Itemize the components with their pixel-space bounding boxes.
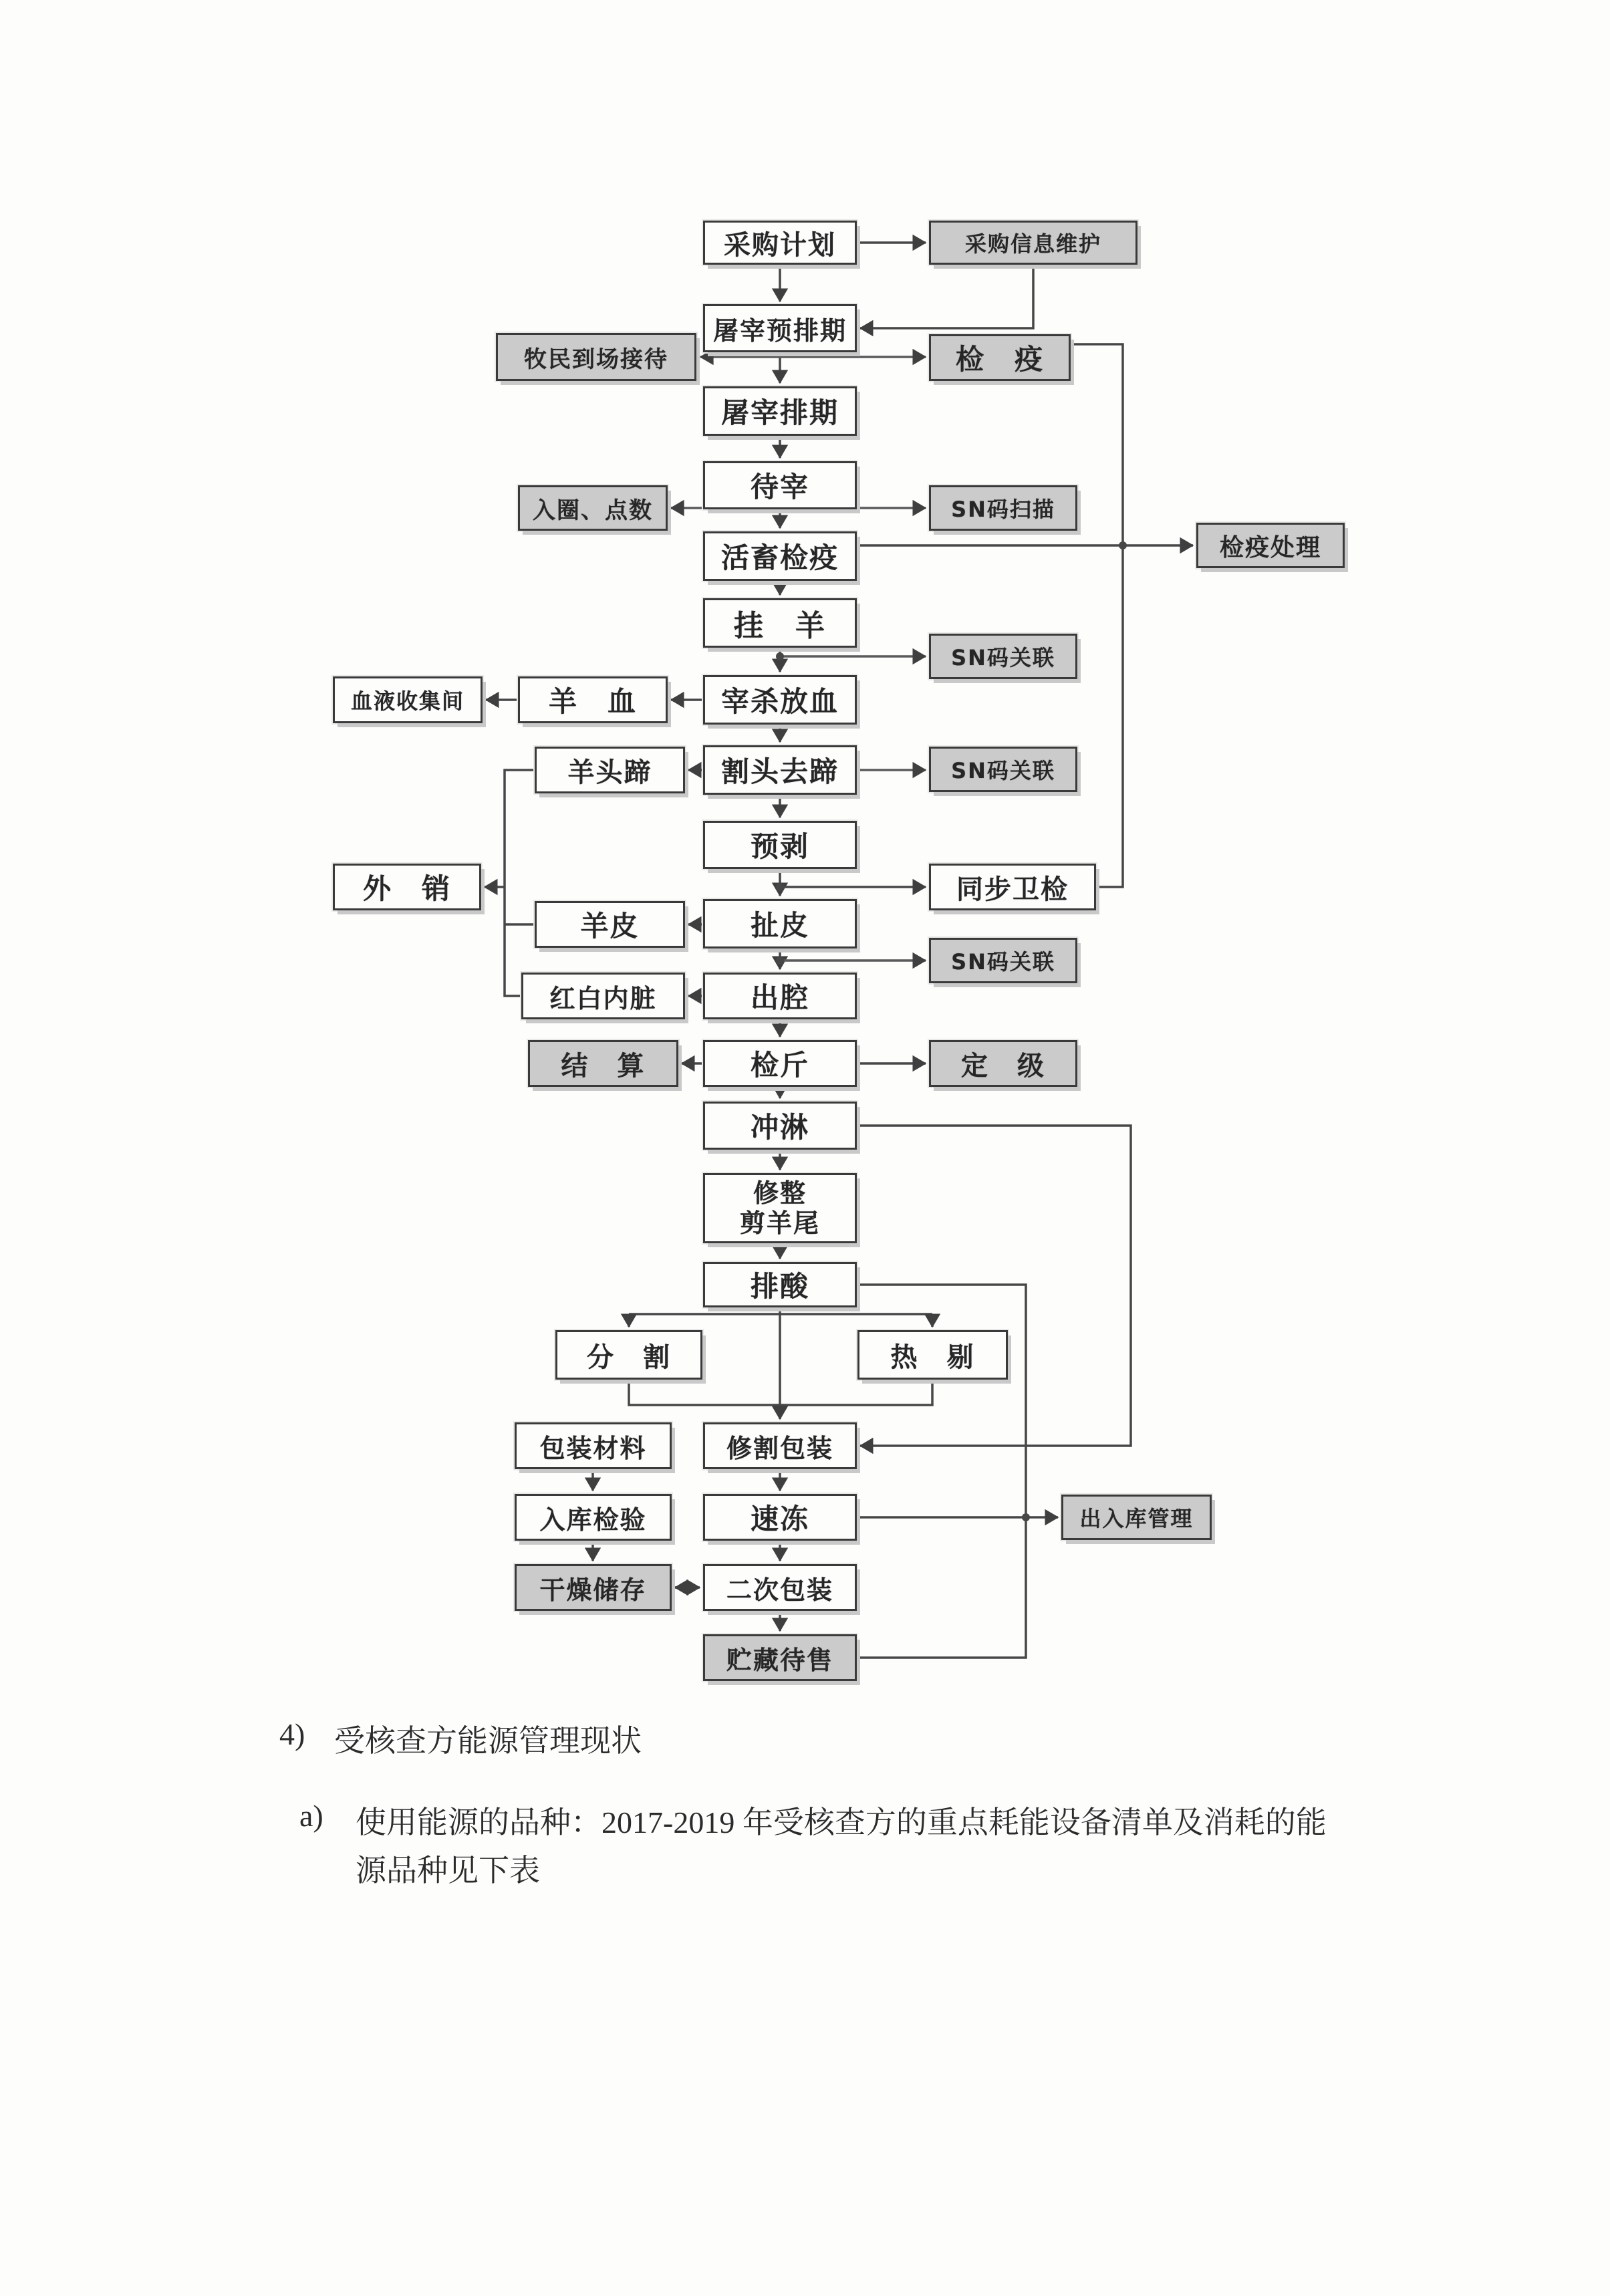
flow-node-jianyi bbox=[929, 334, 1071, 381]
node-label: 检斤 bbox=[750, 1049, 809, 1081]
node-label: 冲淋 bbox=[750, 1111, 809, 1144]
node-label: 血液收集间 bbox=[350, 688, 464, 714]
flow-node-tuzai-yupaiqi bbox=[703, 304, 857, 352]
item-a-line2: 源品种见下表 bbox=[356, 1854, 540, 1888]
flow-node-tongbu-weijian bbox=[929, 864, 1096, 910]
node-label: 干燥储存 bbox=[539, 1575, 647, 1605]
flow-node-paisuan bbox=[703, 1262, 857, 1307]
flow-node-caigou-jihua bbox=[703, 221, 857, 265]
section-4-title: 受核查方能源管理现状 bbox=[334, 1724, 642, 1758]
node-label: 羊皮 bbox=[580, 910, 640, 942]
flow-node-ruku-jianyan bbox=[515, 1494, 672, 1541]
flow-node-baozhuang-cailiao bbox=[515, 1422, 672, 1469]
flow-node-xueye-shouji-jian bbox=[333, 676, 483, 723]
flow-node-sn-code-link-2 bbox=[929, 747, 1077, 792]
flow-node-huoxu-jianyi bbox=[703, 531, 857, 581]
node-label: 屠宰排期 bbox=[720, 396, 839, 429]
flow-node-yang-touti bbox=[535, 747, 685, 793]
flow-node-tuzai-paiqi bbox=[703, 386, 857, 436]
node-label: 定 级 bbox=[961, 1050, 1045, 1081]
flow-node-jianyi-chuli bbox=[1196, 523, 1345, 568]
flow-node-waixiao bbox=[333, 864, 481, 910]
node-label: 检疫处理 bbox=[1219, 533, 1321, 561]
flow-node-hongbai-neizang bbox=[521, 973, 685, 1019]
node-label: 屠宰预排期 bbox=[712, 315, 847, 346]
node-label: 活畜检疫 bbox=[720, 541, 839, 574]
node-label: 挂 羊 bbox=[734, 609, 826, 643]
node-label: 贮藏待售 bbox=[726, 1645, 833, 1675]
node-label: 宰杀放血 bbox=[720, 685, 839, 718]
flow-node-fenge bbox=[555, 1330, 702, 1380]
node-label: 速冻 bbox=[750, 1503, 809, 1535]
flow-node-caigou-xinxi-weihu bbox=[929, 221, 1137, 265]
node-label-line2: 剪羊尾 bbox=[739, 1208, 820, 1238]
flow-node-xiuge-baozhuang bbox=[703, 1422, 857, 1469]
flow-node-zaisha-fangxue bbox=[703, 675, 857, 725]
flow-node-yubo bbox=[703, 821, 857, 869]
flow-node-ganzao-chucun bbox=[515, 1564, 672, 1611]
flow-node-zhucang-daishou bbox=[703, 1634, 857, 1681]
flow-node-erci-baozhuang bbox=[703, 1564, 857, 1611]
flow-node-daizai bbox=[703, 461, 857, 509]
node-label: 预剥 bbox=[750, 830, 809, 863]
flow-node-yangpi bbox=[535, 901, 685, 948]
node-label: 检 疫 bbox=[955, 343, 1044, 376]
flow-node-getou-quti bbox=[703, 745, 857, 795]
node-label: 采购计划 bbox=[724, 229, 836, 261]
flow-node-yang-xue bbox=[518, 676, 668, 723]
node-label: 割头去蹄 bbox=[720, 755, 839, 788]
node-label: 结 算 bbox=[561, 1050, 646, 1081]
node-label: 排酸 bbox=[750, 1270, 809, 1303]
flow-node-ruquan-dianshu bbox=[518, 485, 668, 531]
node-label: 出入库管理 bbox=[1079, 1506, 1194, 1531]
node-label: 外 销 bbox=[362, 872, 451, 905]
item-a-line1: 使用能源的品种：2017-2019 年受核查方的重点耗能设备清单及消耗的能 bbox=[356, 1805, 1327, 1839]
node-label: SN码关联 bbox=[951, 645, 1055, 670]
node-label: 羊头蹄 bbox=[567, 757, 652, 788]
flow-node-sn-code-scan bbox=[929, 485, 1077, 531]
flow-node-chuqiang bbox=[703, 973, 857, 1019]
node-label: 待宰 bbox=[750, 471, 809, 503]
flow-node-chonglin bbox=[703, 1102, 857, 1150]
flow-node-xiuzheng-jianyangwei bbox=[703, 1173, 857, 1243]
node-label: 入库检验 bbox=[539, 1505, 647, 1535]
node-label: 采购信息维护 bbox=[964, 231, 1101, 257]
node-label: 热 剔 bbox=[890, 1342, 975, 1373]
node-label: 扯皮 bbox=[750, 909, 809, 942]
flow-node-gua-yang bbox=[703, 598, 857, 648]
flow-node-dingji bbox=[929, 1040, 1077, 1087]
node-label: 牧民到场接待 bbox=[524, 346, 668, 373]
node-label: 入圈、点数 bbox=[533, 497, 653, 524]
flow-node-jiesuan bbox=[528, 1040, 678, 1087]
node-label: SN码关联 bbox=[951, 758, 1055, 783]
node-label: 羊 血 bbox=[548, 685, 637, 718]
node-label: 修整 bbox=[753, 1178, 807, 1208]
item-a-marker: a) bbox=[299, 1799, 323, 1833]
flow-node-sn-code-link-1 bbox=[929, 634, 1077, 679]
node-label: 二次包装 bbox=[726, 1575, 833, 1605]
flow-node-churuku-guanli bbox=[1061, 1495, 1212, 1540]
node-label: 同步卫检 bbox=[956, 874, 1069, 905]
node-label: SN码关联 bbox=[951, 949, 1055, 975]
node-label: 红白内脏 bbox=[549, 983, 657, 1013]
node-label: 出腔 bbox=[750, 981, 809, 1014]
flow-node-chepi bbox=[703, 899, 857, 948]
node-label: 包装材料 bbox=[539, 1433, 647, 1463]
node-label: 分 割 bbox=[587, 1342, 671, 1373]
flow-node-sn-code-link-3 bbox=[929, 938, 1077, 983]
section-4-marker: 4) bbox=[279, 1717, 305, 1751]
flow-node-sudong bbox=[703, 1494, 857, 1541]
flow-node-mumin-daochang-jiedai bbox=[496, 333, 696, 381]
flow-node-reti bbox=[857, 1330, 1008, 1380]
node-label: SN码扫描 bbox=[951, 497, 1055, 522]
flow-node-jianjin bbox=[703, 1040, 857, 1087]
node-label: 修割包装 bbox=[726, 1433, 833, 1463]
